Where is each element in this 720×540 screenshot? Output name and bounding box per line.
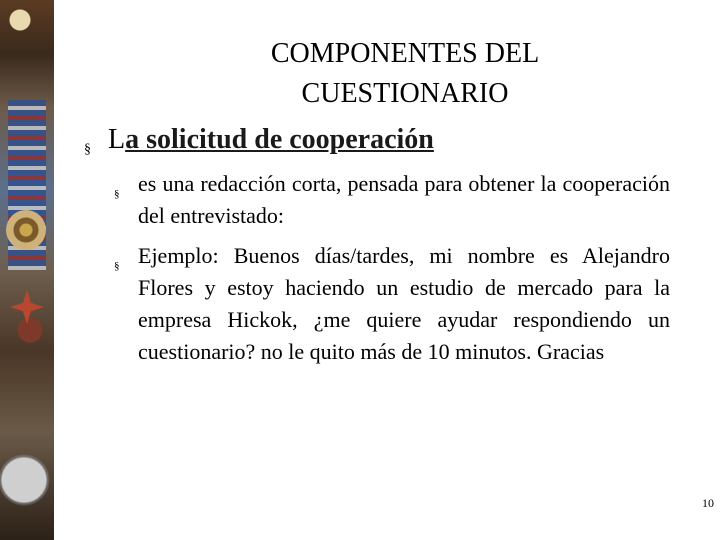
heading-underlined-text: a solicitud de cooperación bbox=[125, 124, 434, 155]
title-line-1: COMPONENTES DEL bbox=[270, 38, 540, 69]
sub-bullet-description bbox=[114, 168, 670, 232]
sub-bullet-marker: § bbox=[114, 260, 120, 272]
sub-bullet-text: es una redacción corta, pensada para obtener la cooperación del entrevistado: bbox=[138, 171, 670, 228]
medal-cross-decoration bbox=[10, 290, 44, 324]
sub-bullet-example bbox=[114, 240, 670, 368]
title-line-2: CUESTIONARIO bbox=[301, 78, 509, 109]
sub-bullet-text: Ejemplo: Buenos días/tardes, mi nombre es Alejandro Flores y estoy haciendo un estudio de mercado para la empresa Hickok, ¿me quiere ayudar respondiendo un cuestionario? no le quito más de 10 minutos. Gracias bbox=[138, 243, 670, 364]
sub-bullet-marker: § bbox=[114, 188, 120, 200]
decorative-side-image bbox=[0, 0, 54, 540]
heading-prefix: L bbox=[108, 124, 126, 155]
page-number: 10 bbox=[702, 496, 714, 510]
main-bullet-heading bbox=[108, 120, 434, 160]
bullet-marker: § bbox=[84, 142, 91, 157]
rosette-decoration bbox=[6, 210, 46, 250]
slide-title bbox=[200, 34, 610, 114]
